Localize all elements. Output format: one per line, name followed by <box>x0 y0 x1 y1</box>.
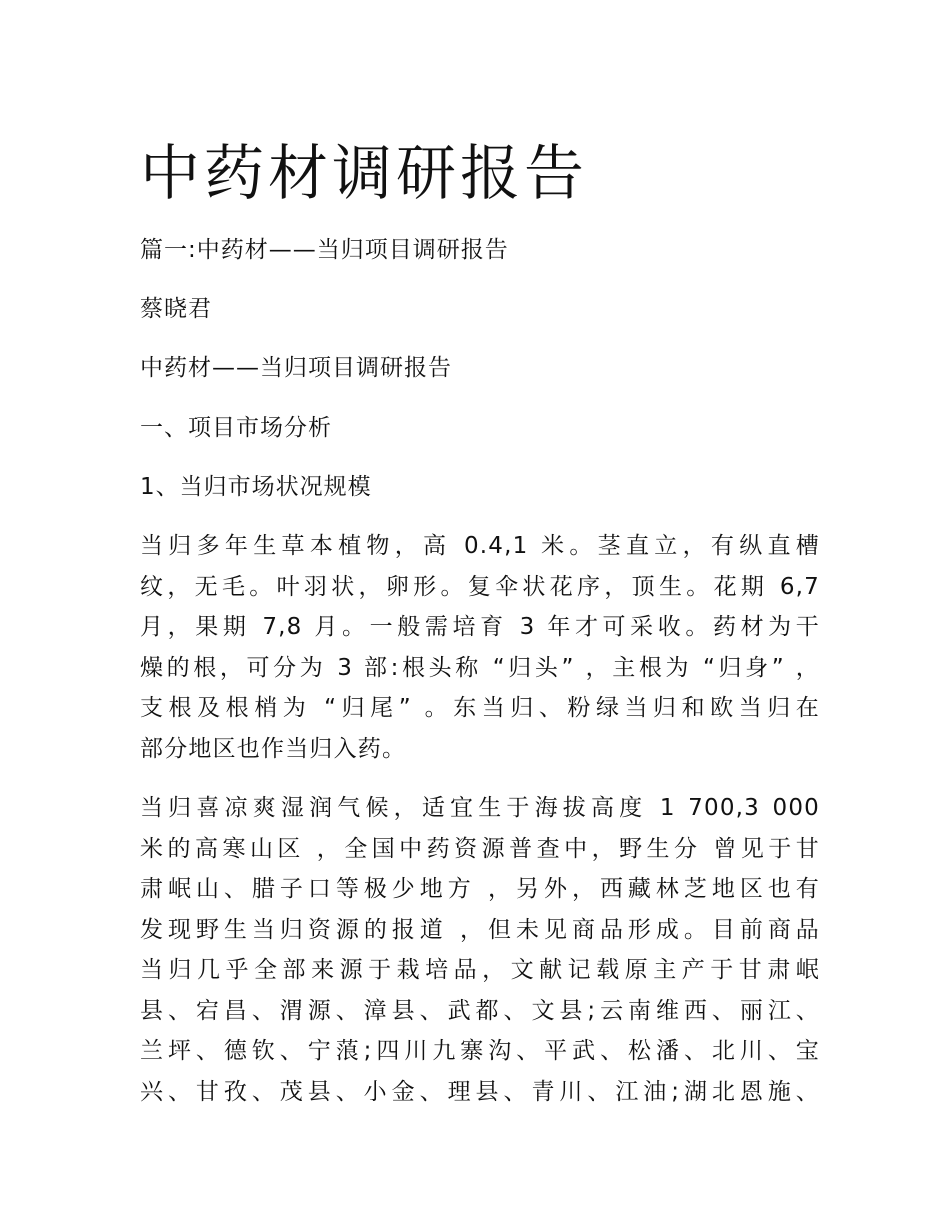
paragraph-line: 米的高寒山区 ，全国中药资源普查中，野生分 曾见于甘 <box>140 835 820 862</box>
paragraph-line: 纹，无毛。叶羽状，卵形。复伞状花序，顶生。花期 6,7 <box>140 573 820 600</box>
document-title: 中药材调研报告 <box>140 139 588 209</box>
paragraph-line: 燥的根，可分为 3 部:根头称 “归头” ，主根为 “归身” ， <box>140 654 820 681</box>
paragraph-line: 县、宕昌、渭源、漳县、武都、文县;云南维西、丽江、 <box>140 997 820 1024</box>
paragraph-line: 支根及根梢为 “归尾” 。东当归、粉绿当归和欧当归在 <box>140 695 820 721</box>
paragraph-line: 当归几乎全部来源于栽培品，文献记载原主产于甘肃岷 <box>140 957 820 983</box>
paragraph-line: 肃岷山、腊子口等极少地方 ，另外，西藏林芝地区也有 <box>140 876 820 902</box>
author-name: 蔡晓君 <box>140 296 212 322</box>
paragraph-line: 兴、甘孜、茂县、小金、理县、青川、江油;湖北恩施、 <box>140 1078 820 1105</box>
subsection-heading: 1、当归市场状况规模 <box>140 474 372 500</box>
section-heading: 一、项目市场分析 <box>140 415 332 441</box>
paragraph-overview <box>140 526 820 769</box>
paragraph-line: 当归多年生草本植物，高 0.4,1 米。茎直立，有纵直槽 <box>140 533 820 559</box>
paragraph-line: 发现野生当归资源的报道 ，但未见商品形成。目前商品 <box>140 916 820 943</box>
paragraph-distribution <box>140 788 820 1112</box>
paragraph-line: 月，果期 7,8 月。一般需培育 3 年才可采收。药材为干 <box>140 614 820 640</box>
paragraph-line: 当归喜凉爽湿润气候，适宜生于海拔高度 1 700,3 000 <box>140 795 820 821</box>
paragraph-line: 兰坪、德钦、宁蒗;四川九寨沟、平武、松潘、北川、宝 <box>140 1038 820 1064</box>
chapter-heading: 篇一:中药材——当归项目调研报告 <box>140 237 509 263</box>
report-subtitle: 中药材——当归项目调研报告 <box>140 355 452 381</box>
paragraph-line: 部分地区也作当归入药。 <box>140 735 407 762</box>
